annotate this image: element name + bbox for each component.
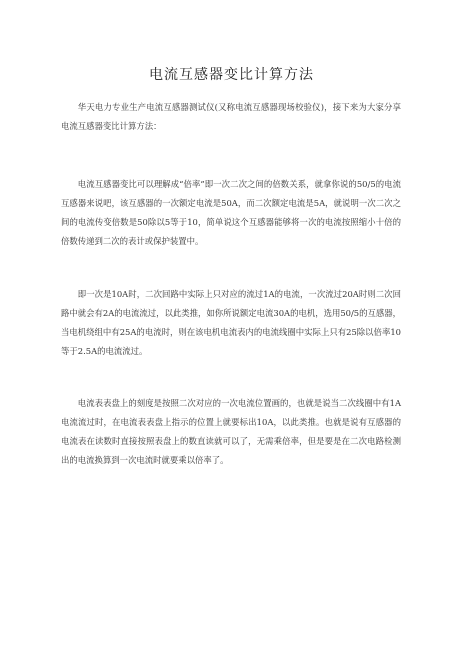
paragraph-intro: 华天电力专业生产电流互感器测试仪(又称电流互感器现场校验仪)，接下来为大家分享电流互感器变比计算方法：: [61, 102, 401, 131]
paragraph-example: 即一次是10A时，二次回路中实际上只对应的流过1A的电流，一次流过20A时则二次回路中就会有2A的电流流过，以此类推，如你所说额定电流30A的电机，选用50/5的互感器，当电机绕组中有25A的电流时，则在该电机电流表内的电流线圈中实际上只有25除以倍率10等于2.5A的电流流过。: [61, 289, 402, 356]
page-title: 电流互感器变比计算方法: [149, 67, 314, 83]
paragraph-ratio-explanation: 电流互感器变比可以理解成“倍率”即一次二次之间的倍数关系，就拿你说的50/5的电流互感器来说吧，该互感器的一次额定电流是50A，而二次额定电流是5A，就说明一次二次之间的电流传变倍数是50除以5等于10，简单说这个互感器能够将一次的电流按照缩小十倍的倍数传递到二次的表计或保护装置中。: [61, 179, 401, 246]
paragraph-meter-reading: 电流表表盘上的刻度是按照二次对应的一次电流位置画的，也就是说当二次线圈中有1A电流流过时，在电流表表盘上指示的位置上就要标出10A，以此类推。也就是说有互感器的电流表在读数时直接按照表盘上的数直读就可以了，无需乘倍率，但是要是在二次电路检测出的电流换算到一次电流时就要乘以倍率了。: [61, 398, 401, 465]
